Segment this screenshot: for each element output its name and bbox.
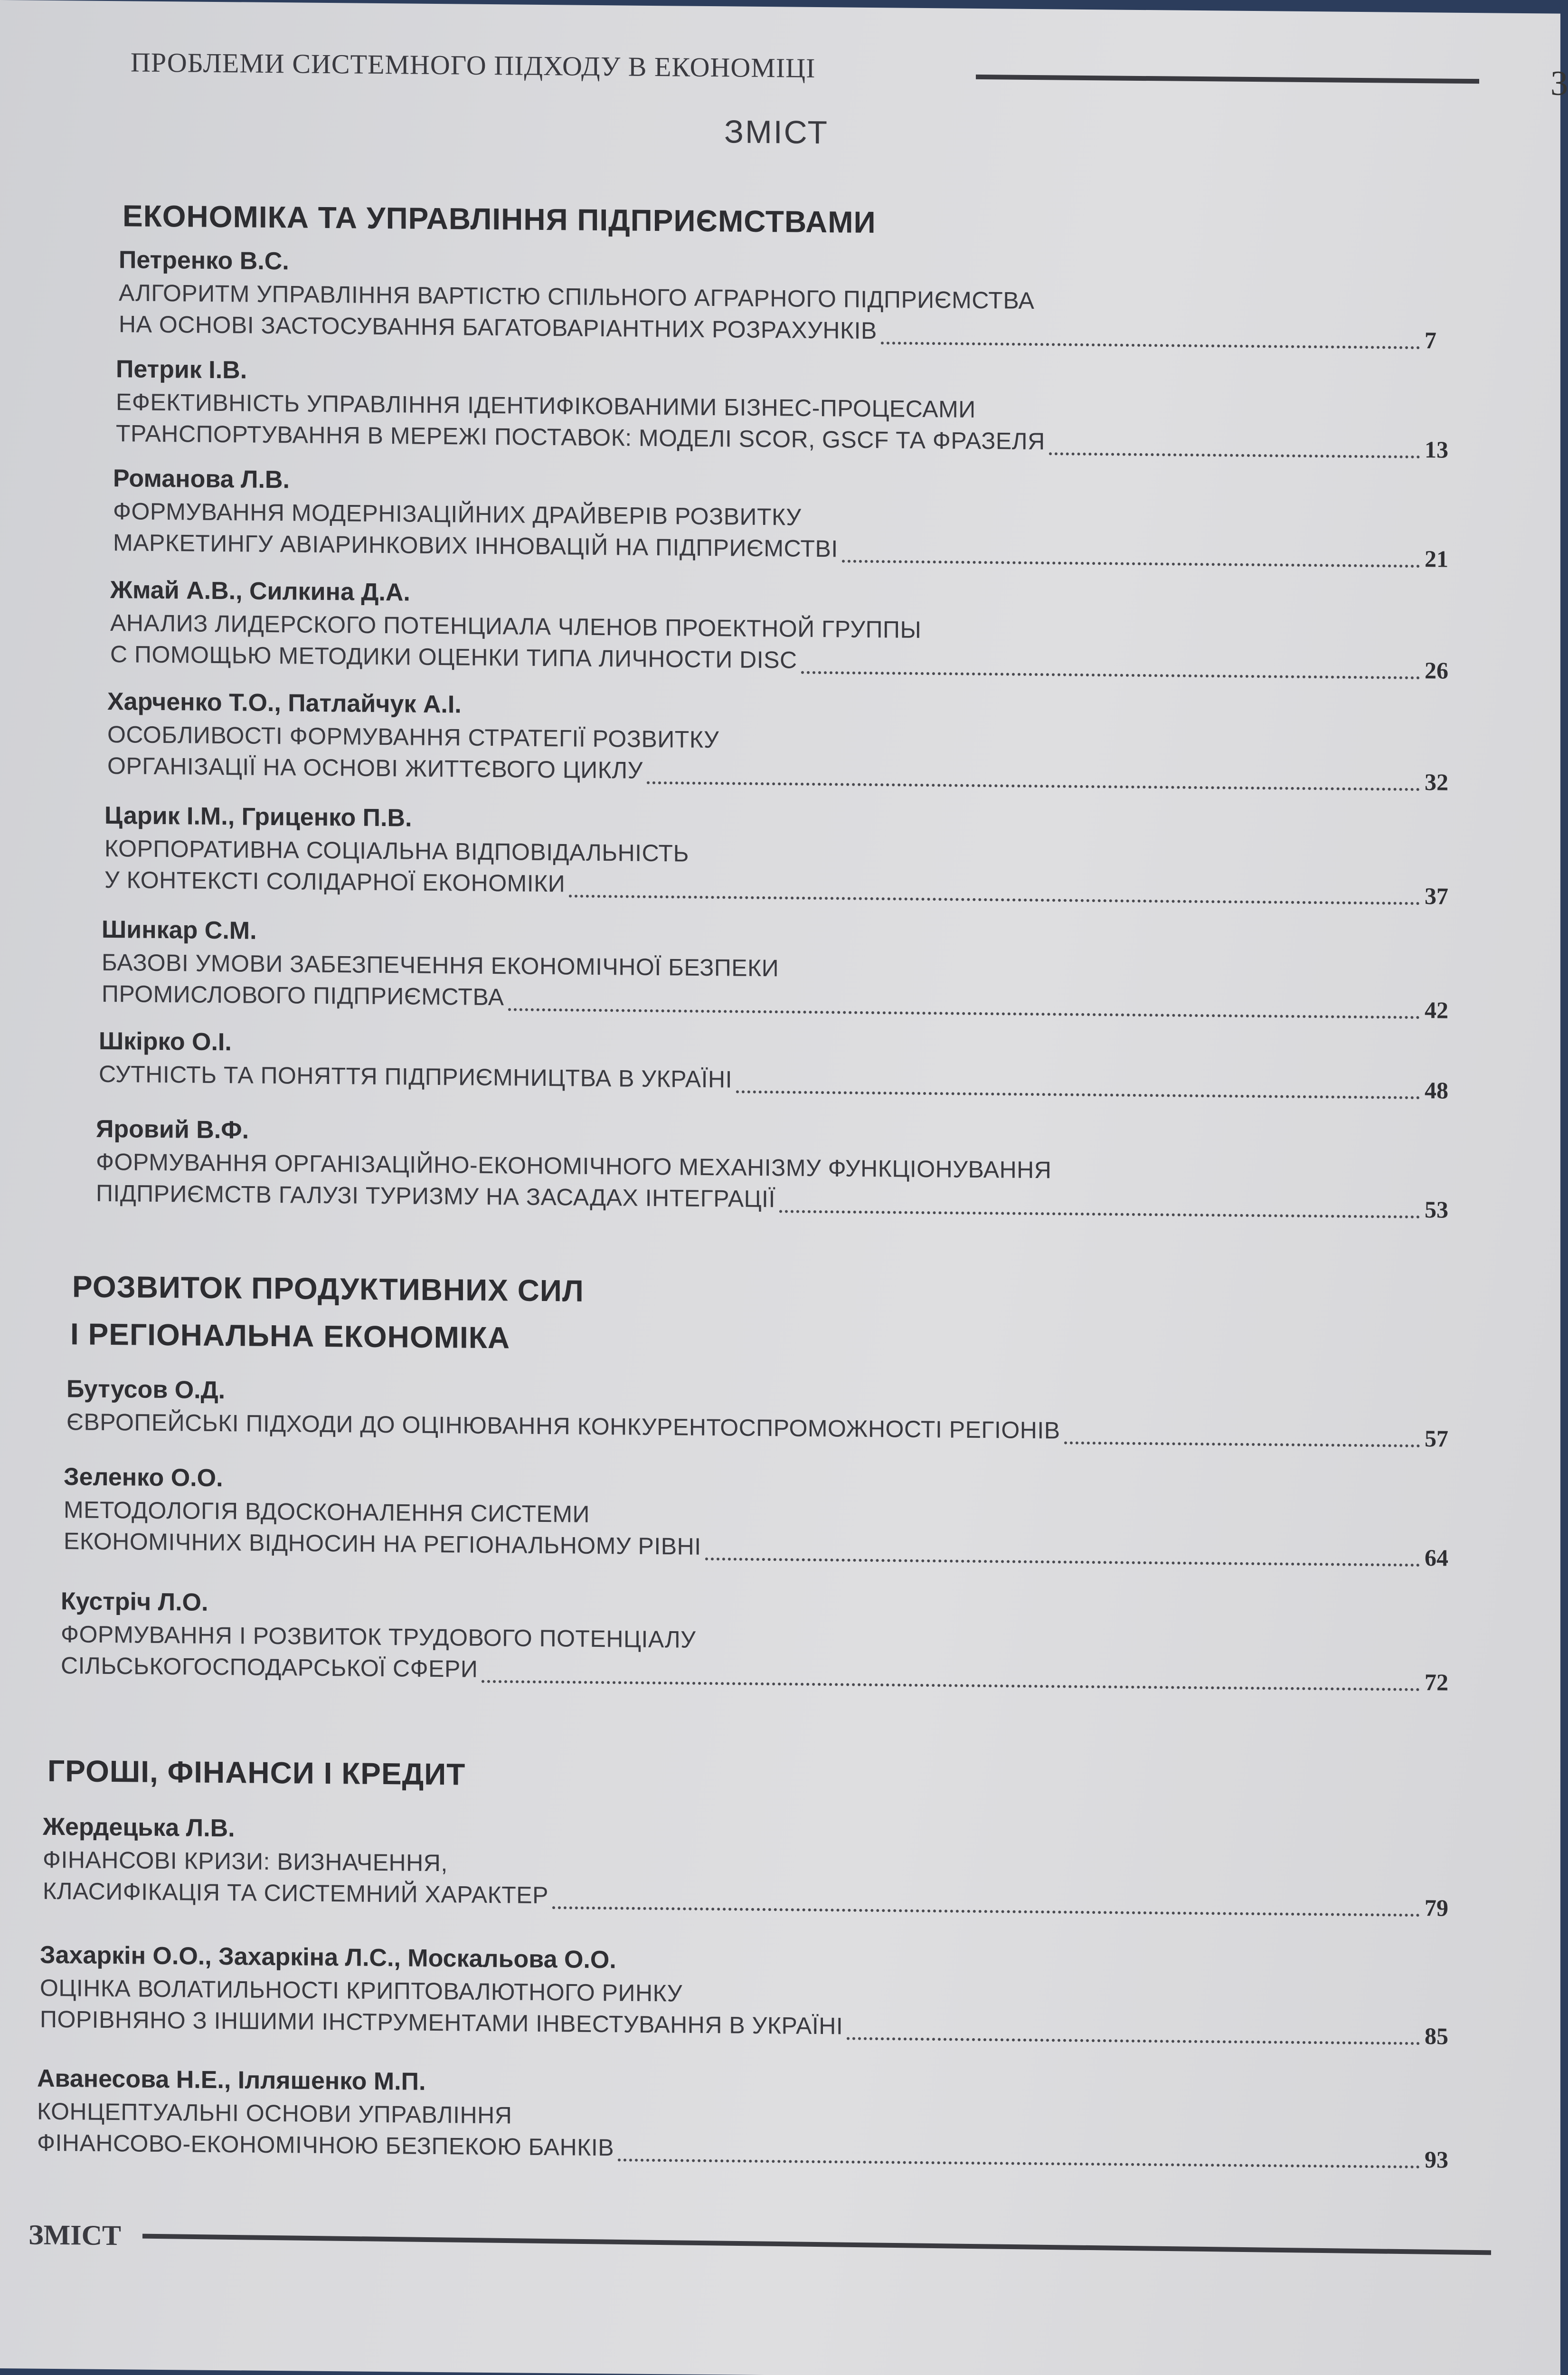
entry-title-line: ОРГАНІЗАЦІЇ НА ОСНОВІ ЖИТТЄВОГО ЦИКЛУ: [107, 752, 643, 784]
footer-rule: [142, 2234, 1491, 2255]
entry-title-line: КЛАСИФІКАЦІЯ ТА СИСТЕМНИЙ ХАРАКТЕР: [43, 1877, 548, 1909]
toc-entry: [96, 1115, 1463, 1231]
entry-title-line: ОСОБЛИВОСТІ ФОРМУВАННЯ СТРАТЕГІЇ РОЗВИТКУ: [107, 721, 719, 753]
entry-page-number: 42: [1425, 997, 1448, 1024]
entry-title-line: ЕФЕКТИВНІСТЬ УПРАВЛІННЯ ІДЕНТИФІКОВАНИМИ БІЗНЕС-ПРОЦЕСАМИ: [116, 389, 976, 423]
entry-author: Романова Л.В.: [113, 465, 290, 494]
entry-title-line: У КОНТЕКСТІ СОЛІДАРНОЇ ЕКОНОМІКИ: [104, 866, 566, 897]
toc-title: ЗМІСТ: [724, 114, 829, 151]
entry-title-line: ЄВРОПЕЙСЬКІ ПІДХОДИ ДО ОЦІНЮВАННЯ КОНКУРЕНТОСПРОМОЖНОСТІ РЕГІОНІВ: [66, 1408, 1060, 1444]
leader-dots: [736, 1091, 1420, 1100]
entry-title-line: КОНЦЕПТУАЛЬНІ ОСНОВИ УПРАВЛІННЯ: [37, 2098, 512, 2129]
leader-dots: [482, 1680, 1420, 1691]
header-rule: [976, 75, 1479, 84]
entry-title-line: ЕКОНОМІЧНИХ ВІДНОСИН НА РЕГІОНАЛЬНОМУ РІВНІ: [64, 1528, 701, 1560]
entry-title-line: АНАЛИЗ ЛИДЕРСКОГО ПОТЕНЦИАЛА ЧЛЕНОВ ПРОЕКТНОЙ ГРУППЫ: [110, 609, 922, 643]
leader-dots: [508, 1008, 1420, 1019]
entry-author: Петренко В.С.: [119, 246, 289, 276]
toc-entry: [64, 1463, 1463, 1579]
entry-title-line: ТРАНСПОРТУВАННЯ В МЕРЕЖІ ПОСТАВОК: МОДЕЛІ SCOR, GSCF ТА ФРАЗЕЛЯ: [116, 420, 1045, 455]
entry-page-number: 79: [1425, 1894, 1448, 1921]
entry-author: Захаркін О.О., Захаркіна Л.С., Москальова О.О.: [40, 1941, 616, 1974]
entry-title-line: СУТНІСТЬ ТА ПОНЯТТЯ ПІДПРИЄМНИЦТВА В УКРАЇНІ: [99, 1060, 732, 1093]
entry-page-number: 53: [1425, 1196, 1448, 1223]
toc-entry: [119, 246, 1463, 362]
leader-dots: [1064, 1442, 1420, 1448]
entry-page-number: 72: [1425, 1669, 1448, 1696]
entry-title-line: ФІНАНСОВО-ЕКОНОМІЧНОЮ БЕЗПЕКОЮ БАНКІВ: [37, 2129, 614, 2161]
entry-page-number: 37: [1425, 883, 1448, 910]
entry-page-number: 21: [1425, 545, 1448, 572]
entry-page-number: 48: [1425, 1077, 1448, 1104]
toc-entry: [102, 915, 1463, 1032]
entry-author: Кустріч Л.О.: [61, 1587, 208, 1616]
running-header: [131, 46, 1568, 103]
entry-author: Жмай А.В., Силкина Д.А.: [110, 576, 410, 607]
entry-author: Бутусов О.Д.: [66, 1375, 226, 1405]
leader-dots: [1049, 452, 1420, 458]
leader-dots: [552, 1906, 1420, 1917]
entry-page-number: 7: [1425, 327, 1436, 354]
entry-title-line: ПРОМИСЛОВОГО ПІДПРИЄМСТВА: [102, 980, 504, 1011]
running-title: ПРОБЛЕМИ СИСТЕМНОГО ПІДХОДУ В ЕКОНОМІЦІ: [131, 47, 816, 84]
entry-author: Петрик І.В.: [116, 355, 247, 384]
entry-title-line: ФОРМУВАННЯ ОРГАНІЗАЦІЙНО-ЕКОНОМІЧНОГО МЕХАНІЗМУ ФУНКЦІОНУВАННЯ: [96, 1148, 1052, 1184]
entry-title-line: С ПОМОЩЬЮ МЕТОДИКИ ОЦЕНКИ ТИПА ЛИЧНОСТИ DISC: [110, 641, 797, 674]
entry-author: Яровий В.Ф.: [96, 1115, 249, 1144]
entry-title-line: ОЦІНКА ВОЛАТИЛЬНОСТІ КРИПТОВАЛЮТНОГО РИНКУ: [40, 1974, 683, 2007]
footer-label: ЗМІСТ: [28, 2219, 121, 2252]
toc-entry: [43, 1813, 1463, 1929]
entry-page-number: 64: [1425, 1544, 1448, 1571]
entry-page-number: 85: [1425, 2023, 1448, 2050]
entry-page-number: 26: [1425, 657, 1448, 684]
entry-author: Шкірко О.І.: [99, 1027, 232, 1056]
section-title: І РЕГІОНАЛЬНА ЕКОНОМІКА: [70, 1317, 510, 1355]
entry-author: Шинкар С.М.: [102, 915, 257, 945]
entry-author: Аванесова Н.Е., Ілляшенко М.П.: [37, 2064, 426, 2096]
toc-entry: [107, 687, 1463, 804]
entry-page-number: 32: [1425, 769, 1448, 796]
toc-entry: [61, 1587, 1463, 1704]
entry-page-number: 57: [1425, 1425, 1448, 1452]
leader-dots: [779, 1210, 1420, 1218]
entry-title-line: АЛГОРИТМ УПРАВЛІННЯ ВАРТІСТЮ СПІЛЬНОГО АГРАРНОГО ПІДПРИЄМСТВА: [119, 279, 1035, 314]
toc-entry: [113, 464, 1463, 580]
toc-entry: [37, 2064, 1463, 2181]
entry-title-line: ФІНАНСОВІ КРИЗИ: ВИЗНАЧЕННЯ,: [43, 1846, 448, 1877]
entry-title-line: ФОРМУВАННЯ І РОЗВИТОК ТРУДОВОГО ПОТЕНЦІАЛУ: [61, 1621, 696, 1653]
entry-title-line: ФОРМУВАННЯ МОДЕРНІЗАЦІЙНИХ ДРАЙВЕРІВ РОЗВИТКУ: [113, 498, 802, 531]
entry-title-line: МАРКЕТИНГУ АВІАРИНКОВИХ ІННОВАЦІЙ НА ПІДПРИЄМСТВІ: [113, 529, 838, 562]
entry-page-number: 93: [1425, 2146, 1448, 2173]
leader-dots: [847, 2037, 1420, 2045]
toc-entry: [104, 801, 1463, 918]
toc-entry: [110, 576, 1463, 692]
entry-author: Жердецька Л.В.: [43, 1813, 235, 1843]
leader-dots: [881, 342, 1420, 349]
leader-dots: [618, 2158, 1420, 2168]
leader-dots: [569, 894, 1420, 905]
page-number: 3: [1550, 64, 1568, 103]
entry-author: Зеленко О.О.: [64, 1463, 223, 1492]
entry-page-number: 13: [1425, 436, 1448, 463]
entry-title-line: КОРПОРАТИВНА СОЦІАЛЬНА ВІДПОВІДАЛЬНІСТЬ: [104, 835, 689, 867]
section-title: ГРОШІ, ФІНАНСИ І КРЕДИТ: [47, 1753, 466, 1792]
entry-title-line: МЕТОДОЛОГІЯ ВДОСКОНАЛЕННЯ СИСТЕМИ: [64, 1496, 590, 1528]
entry-title-line: СІЛЬСЬКОГОСПОДАРСЬКОЇ СФЕРИ: [61, 1652, 478, 1682]
toc-entry: [116, 355, 1463, 471]
leader-dots: [801, 671, 1420, 679]
section-title: РОЗВИТОК ПРОДУКТИВНИХ СИЛ: [72, 1269, 584, 1308]
toc-entry: [40, 1941, 1463, 2058]
leader-dots: [842, 560, 1420, 568]
section-title: ЕКОНОМІКА ТА УПРАВЛІННЯ ПІДПРИЄМСТВАМИ: [123, 199, 876, 240]
entry-author: Харченко Т.О., Патлайчук А.І.: [107, 687, 462, 719]
entry-title-line: НА ОСНОВІ ЗАСТОСУВАННЯ БАГАТОВАРІАНТНИХ РОЗРАХУНКІВ: [119, 311, 877, 344]
entry-author: Царик І.М., Гриценко П.В.: [104, 801, 412, 832]
entry-title-line: ПІДПРИЄМСТВ ГАЛУЗІ ТУРИЗМУ НА ЗАСАДАХ ІНТЕГРАЦІЇ: [96, 1179, 775, 1213]
entry-title-line: БАЗОВІ УМОВИ ЗАБЕЗПЕЧЕННЯ ЕКОНОМІЧНОЇ БЕЗПЕКИ: [102, 949, 779, 982]
leader-dots: [647, 781, 1420, 791]
entry-title-line: ПОРІВНЯНО З ІНШИМИ ІНСТРУМЕНТАМИ ІНВЕСТУВАННЯ В УКРАЇНІ: [40, 2005, 843, 2040]
leader-dots: [705, 1558, 1420, 1567]
